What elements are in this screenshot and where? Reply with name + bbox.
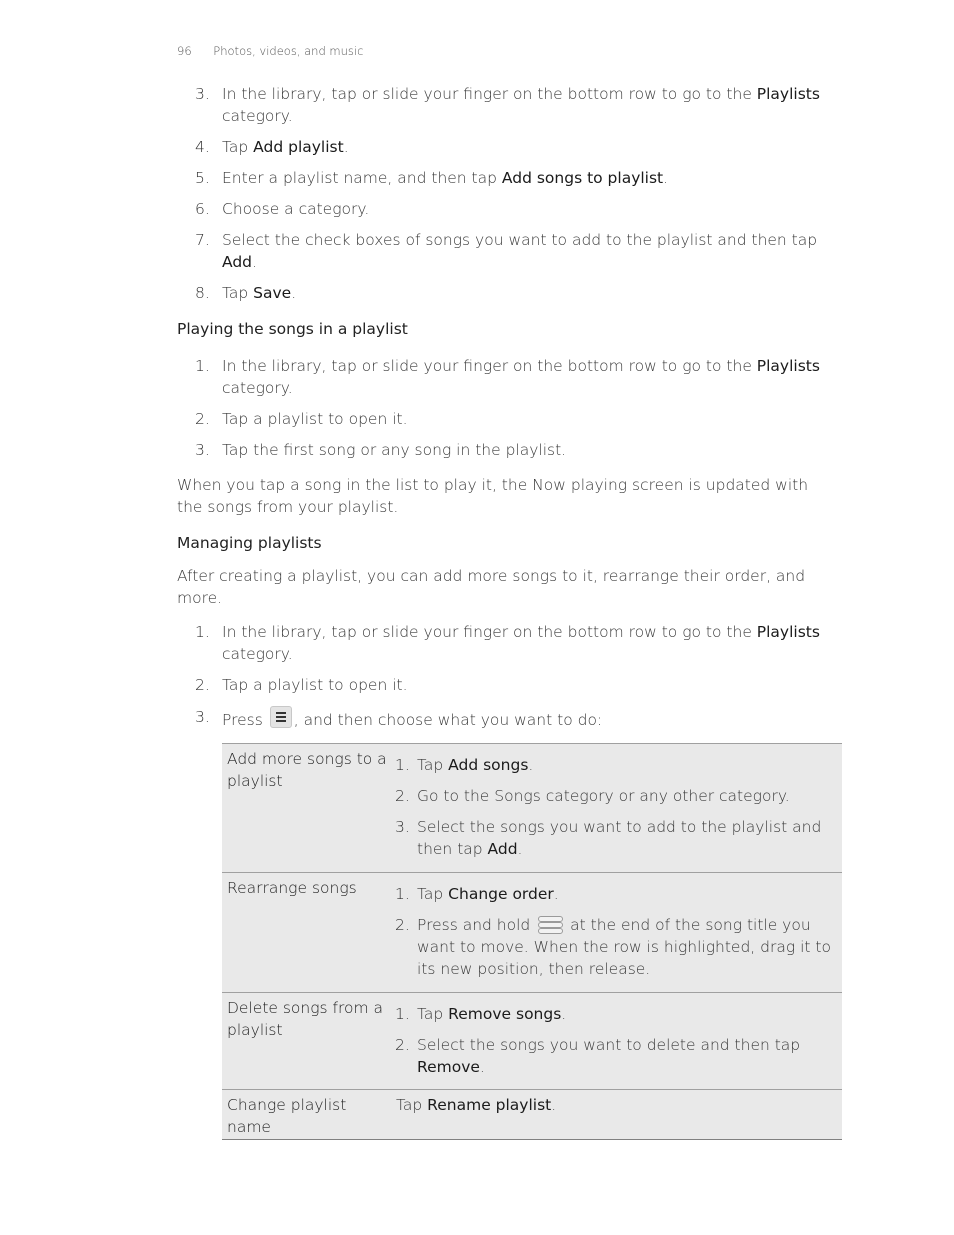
step-number: 8. xyxy=(195,284,210,302)
step-text: Select the songs you want to add to the playlist and then tap xyxy=(417,818,822,858)
step-text: Tap the first song or any song in the playlist. xyxy=(222,441,567,459)
step-number: 6. xyxy=(195,200,210,218)
step-number: 2. xyxy=(395,1036,410,1054)
step-text-end: . xyxy=(517,840,523,858)
step-text-end: . xyxy=(252,253,257,271)
row-label: Rearrange songs xyxy=(222,873,391,993)
step-text: Choose a category. xyxy=(222,200,370,218)
playlist-actions-table xyxy=(222,743,842,1140)
list-item xyxy=(177,621,837,665)
row-steps xyxy=(391,993,842,1090)
row-steps xyxy=(391,873,842,993)
step-ui-label: Add songs xyxy=(448,756,529,774)
list-item xyxy=(177,83,837,127)
table-row xyxy=(222,873,842,993)
step-text: Tap xyxy=(417,1005,449,1023)
list-item xyxy=(395,914,838,980)
step-number: 1. xyxy=(195,623,210,641)
step-number: 1. xyxy=(395,756,410,774)
list-item xyxy=(395,1003,838,1025)
steps-rearrange xyxy=(395,873,838,980)
step-text: Tap xyxy=(396,1096,428,1114)
step-text: Go to the Songs category or any other category. xyxy=(417,787,790,805)
step-ui-label: Remove songs xyxy=(448,1005,562,1023)
list-item xyxy=(177,229,837,273)
list-item xyxy=(177,439,837,461)
step-text: Select the songs you want to delete and then tap xyxy=(417,1036,801,1054)
step-ui-label: Add xyxy=(222,253,253,271)
list-item xyxy=(395,816,838,860)
step-text-end: . xyxy=(551,1096,557,1114)
step-text-end: . xyxy=(479,1058,485,1076)
step-text: Tap a playlist to open it. xyxy=(222,410,408,428)
step-ui-label: Save xyxy=(253,284,292,302)
step-text-end: category. xyxy=(222,107,293,125)
step-text-end: . xyxy=(663,169,669,187)
list-item xyxy=(177,355,837,399)
row-steps xyxy=(391,1090,842,1140)
heading-playing-songs: Playing the songs in a playlist xyxy=(177,320,408,338)
step-text: Enter a playlist name, and then tap xyxy=(222,169,502,187)
step-number: 2. xyxy=(195,410,210,428)
step-text-after: at the end of the song title you want to move. When the row is highlighted, drag it to its new position, then release. xyxy=(417,916,831,978)
step-text-end: . xyxy=(528,756,534,774)
list-item xyxy=(177,408,837,430)
step-number: 4. xyxy=(195,138,210,156)
drag-handle-icon xyxy=(537,915,563,935)
step-text: Select the check boxes of songs you want to add to the playlist and then tap xyxy=(222,231,818,249)
step-ui-label: Change order xyxy=(448,885,554,903)
table-row xyxy=(222,744,842,873)
row-steps xyxy=(391,744,842,873)
step-text-before: Press xyxy=(222,711,268,729)
step-text-end: . xyxy=(561,1005,567,1023)
paragraph-now-playing: When you tap a song in the list to play it, the Now playing screen is updated with the songs from your playlist. xyxy=(177,476,809,516)
step-press-menu xyxy=(177,706,837,731)
list-item xyxy=(177,136,837,158)
list-item xyxy=(395,1034,838,1078)
table-row xyxy=(222,1090,842,1140)
step-text: Tap xyxy=(417,756,449,774)
step-ui-label: Add xyxy=(487,840,518,858)
step-text-end: category. xyxy=(222,645,293,663)
table-row xyxy=(222,993,842,1090)
step-text: Tap xyxy=(222,138,254,156)
step-text: In the library, tap or slide your finger on the bottom row to go to the xyxy=(222,623,757,641)
step-text-after: , and then choose what you want to do: xyxy=(293,711,603,729)
step-number: 3. xyxy=(395,818,410,836)
page-header xyxy=(177,44,363,58)
step-number: 5. xyxy=(195,169,210,187)
heading-managing-playlists: Managing playlists xyxy=(177,534,322,552)
steps-delete-songs xyxy=(395,993,838,1078)
steps-add-songs xyxy=(395,744,838,860)
step-text-end: category. xyxy=(222,379,293,397)
step-number: 3. xyxy=(195,85,210,103)
list-item xyxy=(177,282,837,304)
step-text-before: Press and hold xyxy=(417,916,536,934)
list-item xyxy=(177,674,837,696)
step-number: 2. xyxy=(395,787,410,805)
step-number: 2. xyxy=(395,916,410,934)
step-text: In the library, tap or slide your finger on the bottom row to go to the xyxy=(222,85,757,103)
steps-manage-playlist xyxy=(177,621,837,696)
step-number: 2. xyxy=(195,676,210,694)
steps-create-playlist xyxy=(177,83,837,304)
list-item xyxy=(395,754,838,776)
paragraph-managing-intro: After creating a playlist, you can add more songs to it, rearrange their order, and more. xyxy=(177,567,806,607)
step-number: 3. xyxy=(195,441,210,459)
step-ui-label: Add playlist xyxy=(253,138,344,156)
list-item xyxy=(177,198,837,220)
step-ui-label: Add songs to playlist xyxy=(501,169,664,187)
list-item xyxy=(177,167,837,189)
step-ui-label: Remove xyxy=(417,1058,480,1076)
step-number: 7. xyxy=(195,231,210,249)
row-label: Change playlist name xyxy=(222,1090,391,1140)
step-number: 1. xyxy=(195,357,210,375)
step-ui-label: Rename playlist xyxy=(427,1096,552,1114)
row-label: Add more songs to a playlist xyxy=(222,744,391,873)
step-ui-label: Playlists xyxy=(756,357,820,375)
step-text-end: . xyxy=(553,885,559,903)
list-item xyxy=(395,883,838,905)
steps-play-playlist xyxy=(177,355,837,461)
page-number: 96 xyxy=(177,44,192,58)
row-label: Delete songs from a playlist xyxy=(222,993,391,1090)
step-ui-label: Playlists xyxy=(756,85,820,103)
step-text-end: . xyxy=(343,138,349,156)
list-item xyxy=(177,706,837,731)
step-number: 3. xyxy=(195,708,210,726)
step-ui-label: Playlists xyxy=(756,623,820,641)
step-text-end: . xyxy=(291,284,297,302)
step-number: 1. xyxy=(395,885,410,903)
menu-icon xyxy=(270,706,292,728)
step-rename xyxy=(395,1090,838,1116)
step-text: Tap xyxy=(222,284,254,302)
list-item xyxy=(395,785,838,807)
section-title: Photos, videos, and music xyxy=(213,44,364,58)
step-text: Tap a playlist to open it. xyxy=(222,676,408,694)
step-number: 1. xyxy=(395,1005,410,1023)
step-text: In the library, tap or slide your finger on the bottom row to go to the xyxy=(222,357,757,375)
step-text: Tap xyxy=(417,885,449,903)
